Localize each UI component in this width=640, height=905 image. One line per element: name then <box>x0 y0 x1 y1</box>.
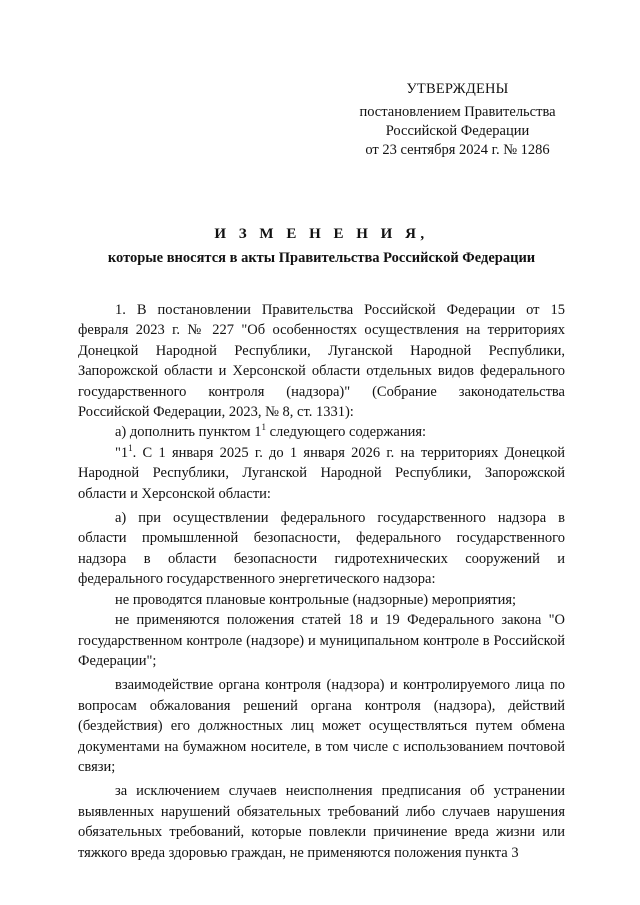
approval-line: постановлением Правительства <box>359 104 556 120</box>
paragraph-5: не проводятся плановые контрольные (надзорные) мероприятия; <box>115 591 517 608</box>
paragraph-3-text-end: . С 1 января 2025 г. до 1 января 2026 г. на территориях Донецкой Народной Республики, Луганской Народной Республики, Запорожской области и Херсонской области: <box>78 444 565 502</box>
approval-block <box>330 80 585 160</box>
paragraph-1: 1. В постановлении Правительства Российской Федерации от 15 февраля 2023 г. № 227 "Об особенностях осуществления на территориях Донецкой Народной Республики, Луганской Народной Республики, Запорожской области и Херсонской области отдельных видов федерального государственного контроля (надзора)" (Собрание законодательства Российской Федерации, 2023, № 8, ст. 1331): <box>78 302 565 421</box>
paragraph-2-text: а) дополнить пунктом 1 <box>115 424 262 441</box>
paragraph-7: взаимодействие органа контроля (надзора) и контролируемого лица по вопросам обжалования решений органа контроля (надзора), действий (бездействия) его должностных лиц может осуществляться путем обмена документами на бумажном носителе, в том числе с использованием почтовой связи; <box>78 677 565 775</box>
paragraph-6: не применяются положения статей 18 и 19 Федерального закона "О государственном контроле (надзоре) и муниципальном контроле в Российской Федерации"; <box>78 612 565 669</box>
document-body <box>78 300 565 863</box>
document-subtitle: которые вносятся в акты Правительства Российской Федерации <box>107 250 536 266</box>
approval-heading: УТВЕРЖДЕНЫ <box>406 81 509 97</box>
superscript: 1 <box>261 422 266 433</box>
approval-date-line: от 23 сентября 2024 г. № 1286 <box>365 142 550 158</box>
superscript: 1 <box>128 442 133 453</box>
paragraph-3-text: "1 <box>115 444 129 461</box>
paragraph-8: за исключением случаев неисполнения предписания об устранении выявленных нарушений обязательных требований либо случаев нарушения обязательных требований, которые повлекли причинение вреда жизни или тяжкого вреда здоровью граждан, не применяются положения пункта 3 <box>78 783 565 861</box>
paragraph-2 <box>78 422 565 442</box>
paragraph-4: а) при осуществлении федерального государственного надзора в области промышленной безопасности, федерального государственного надзора в области безопасности гидротехнических сооружений и федерального государственного энергетического надзора: <box>78 510 565 588</box>
paragraph-2-text-end: следующего содержания: <box>265 424 427 441</box>
approval-line: Российской Федерации <box>385 123 530 139</box>
document-title: И З М Е Н Е Н И Я, <box>214 226 429 242</box>
paragraph-3 <box>78 443 565 504</box>
